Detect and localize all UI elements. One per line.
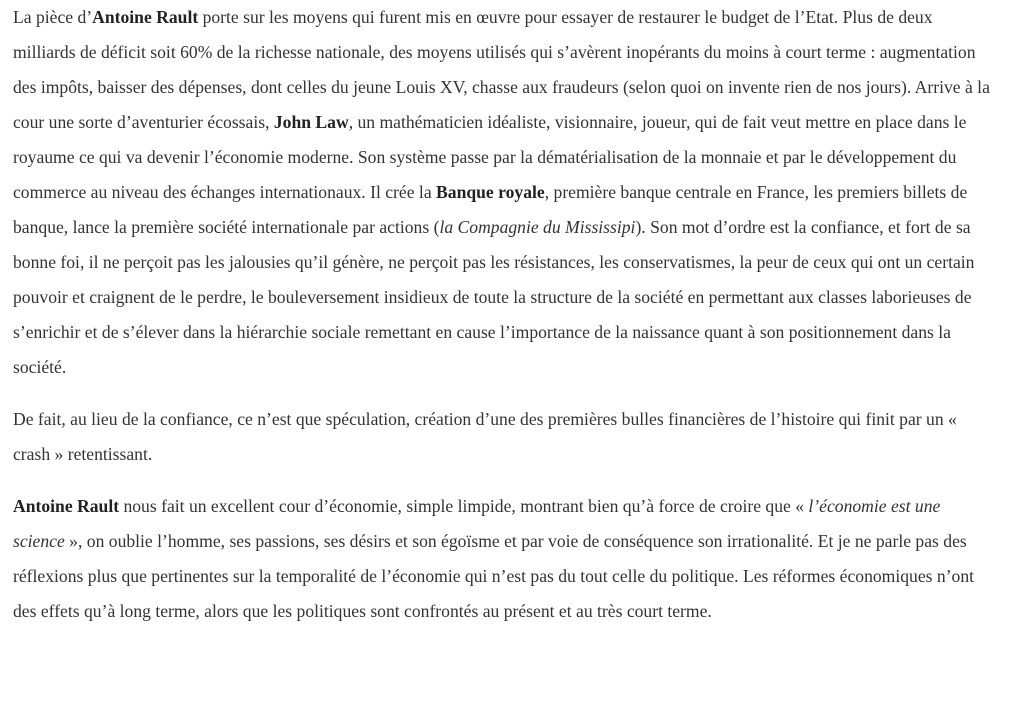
- paragraph-2: [13, 402, 993, 472]
- text-run: La pièce d’: [13, 7, 93, 27]
- text-run: ). Son mot d’ordre est la confiance, et fort de sa bonne foi, il ne perçoit pas les jalousies qu’il génère, ne perçoit pas les résistances, les conservatismes, la peur de ceux qui ont un certain pouvoir et craignent de le perdre, le bouleversement insidieux de toute la structure de la société en permettant aux classes laborieuses de s’enrichir et de s’élever dans la hiérarchie sociale remettant en cause l’importance de la naissance quant à son positionnement dans la société.: [13, 217, 975, 377]
- text-run: , un mathématicien idéaliste, visionnaire, joueur, qui de fait veut mettre en place dans le royaume ce qui va devenir l’économie moderne. Son système passe par la dématérialisation de la monnaie et par le développement du commerce au niveau des échanges internationaux. Il crée la: [13, 112, 967, 202]
- text-run: nous fait un excellent cour d’économie, simple limpide, montrant bien qu’à force de croire que «: [119, 496, 809, 516]
- author-name-bold: Antoine Rault: [13, 496, 120, 516]
- article-body: [13, 0, 993, 629]
- compagnie-italic: la Compagnie du Mississipi: [439, 217, 636, 237]
- paragraph-3: [13, 489, 993, 629]
- quote-italic: l’économie est une science: [13, 496, 941, 551]
- john-law-bold: John Law: [273, 112, 349, 132]
- text-run: De fait, au lieu de la confiance, ce n’est que spéculation, création d’une des premières bulles financières de l’histoire qui finit par un « crash » retentissant.: [13, 409, 957, 464]
- text-run: porte sur les moyens qui furent mis en œuvre pour essayer de restaurer le budget de l’Etat. Plus de deux milliards de déficit soit 60% de la richesse nationale, des moyens utilisés qui s’avèrent inopérants du moins à court terme : augmentation des impôts, baisser des dépenses, dont celles du jeune Louis XV, chasse aux fraudeurs (selon quoi on invente rien de nos jours). Arrive à la cour une sorte d’aventurier écossais,: [13, 7, 990, 132]
- paragraph-1: [13, 0, 993, 385]
- banque-royale-bold: Banque royale: [436, 182, 545, 202]
- author-name-bold: Antoine Rault: [92, 7, 199, 27]
- text-run: », on oublie l’homme, ses passions, ses désirs et son égoïsme et par voie de conséquence son irrationalité. Et je ne parle pas des réflexions plus que pertinentes sur la temporalité de l’économie qui n’est pas du tout celle du politique. Les réformes économiques n’ont des effets qu’à long terme, alors que les politiques sont confrontés au présent et au très court terme.: [13, 531, 975, 621]
- text-run: , première banque centrale en France, les premiers billets de banque, lance la première société internationale par actions (: [13, 182, 968, 237]
